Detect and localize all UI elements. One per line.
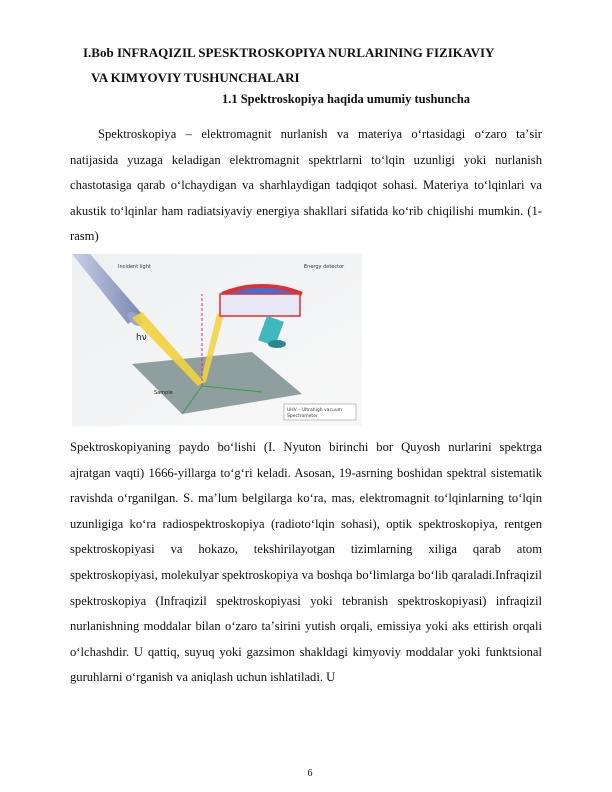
label-sample: Sample [154,390,173,396]
paragraph-history: Spektroskopiyaning paydo boʻlishi (I. Nyuton birinchi bor Quyosh nurlarini spektrga ajratgan vaqti) 1666-yillarga toʻgʻri keladi. Asosan, 19-asrning boshidan spektral sistematik ravishda oʻrganilgan. S. maʼlum belgilarga koʻra, mas, elektromagnit toʻlqinlarning toʻlqin uzunligiga koʻra radiospektroskopiya (radiotoʻlqin sohasi), optik spektroskopiya, rentgen spektroskopiyasi va hokazo, tekshirilayotgan tizimlarning xiliga qarab atom spektroskopiyasi, molekulyar spektroskopiya va boshqa boʻlimlarga boʻlib qaraladi.Infraqizil spektroskopiya (Infraqizil spektroskopiyasi yoki tebranish spektroskopiyasi) infraqizil nurlanishning moddalar bilan oʻzaro taʼsirini yutish orqali, emissiya yoki aks ettirish orqali oʻlchashdir. U qattiq, suyuq yoki gazsimon shakldagi kimyoviy moddalar yoki funktsional guruhlarni oʻrganish va aniqlash uchun ishlatiladi. U [70,440,542,685]
page-number: 6 [307,768,313,779]
figure-spectroscopy-diagram [72,254,362,426]
detector-lens [268,340,286,348]
chapter-title-line1: I.Bob INFRAQIZIL SPESKTROSKOPIYA NURLARINING FIZIKAVIY [83,45,495,60]
analyzer-base [220,294,300,316]
chapter-title [83,40,553,90]
spectroscopy-illustration [72,254,362,426]
section-title: 1.1 Spektroskopiya haqida umumiy tushuncha [221,92,471,106]
paragraph-intro: Spektroskopiya – elektromagnit nurlanish va materiya oʻrtasidagi oʻzaro taʼsir natijasida yuzaga keladigan elektromagnit spektrlarni toʻlqin uzunligi yoki nurlanish chastotasiga qarab oʻlchaydigan va sharhlaydigan tadqiqot sohasi. Materiya toʻlqinlari va akustik toʻlqinlar ham radiatsiyaviy energiya shakllari sifatida koʻrib chiqilishi mumkin. (1-rasm) [70,127,542,244]
label-photon-energy: hν [136,333,147,343]
label-energy-detector: Energy detector [304,264,345,270]
caption-line1: UHV – Ultrahigh vacuum [287,408,343,413]
label-light-source: Incident light [118,264,151,270]
chapter-title-line2: VA KIMYOVIY TUSHUNCHALARI [91,70,300,85]
caption-line2: Spectrometer [287,414,318,419]
